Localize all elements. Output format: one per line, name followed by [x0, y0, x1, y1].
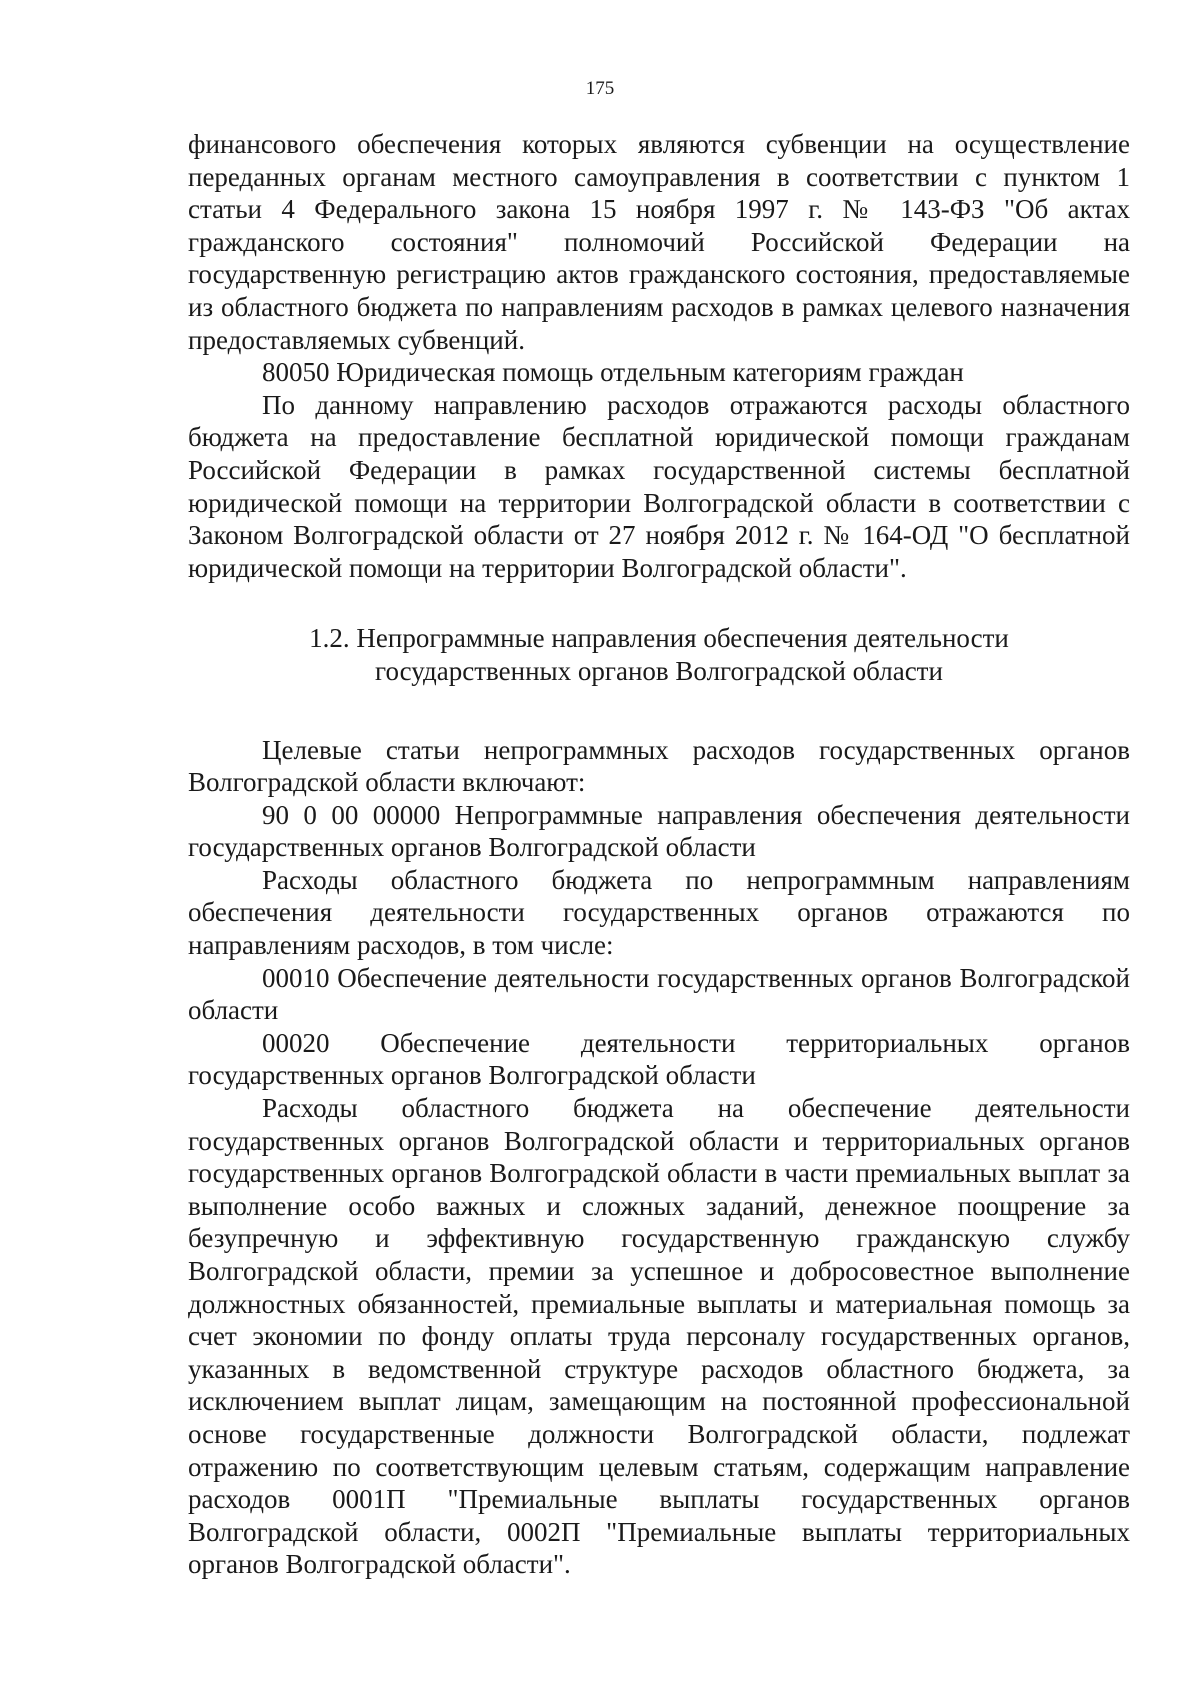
section-heading: [188, 622, 1130, 687]
page-number: 175: [585, 78, 615, 99]
paragraph-expenses-directions: Расходы областного бюджета по непрограммным направлениям обеспечения деятельности государственных органов отражаются по направлениям расходов, в том числе:: [188, 864, 1130, 961]
paragraph-subvention-continuation: финансового обеспечения которых являются субвенции на осуществление переданных органам местного самоуправления в соответствии с пунктом 1 статьи 4 Федерального закона 15 ноября 1997 г. № 143-ФЗ "Об актах гражданского состояния" полномочий Российской Федерации на государственную регистрацию актов гражданского состояния, предоставляемые из областного бюджета по направлениям расходов в рамках целевого назначения предоставляемых субвенций.: [188, 129, 1130, 355]
paragraph-target-articles: Целевые статьи непрограммных расходов государственных органов Волгоградской области включают:: [188, 734, 1130, 798]
paragraph-80050-title: 80050 Юридическая помощь отдельным категориям граждан: [262, 357, 964, 388]
paragraph-premium-payments: Расходы областного бюджета на обеспечение деятельности государственных органов Волгоградской области и территориальных органов государственных органов Волгоградской области в части премиальных выплат за выполнение особо важных и сложных заданий, денежное поощрение за безупречную и эффективную государственную гражданскую службу Волгоградской области, премии за успешное и добросовестное выполнение должностных обязанностей, премиальные выплаты и материальная помощь за счет экономии по фонду оплаты труда персоналу государственных органов, указанных в ведомственной структуре расходов областного бюджета, за исключением выплат лицам, замещающим на постоянной профессиональной основе государственные должности Волгоградской области, подлежат отражению по соответствующим целевым статьям, содержащим направление расходов 0001П "Премиальные выплаты государственных органов Волгоградской области, 0002П "Премиальные выплаты территориальных органов Волгоградской области".: [188, 1093, 1130, 1580]
paragraph-80050-description: По данному направлению расходов отражаются расходы областного бюджета на предоставление бесплатной юридической помощи гражданам Российской Федерации в рамках государственной системы бесплатной юридической помощи на территории Волгоградской области в соответствии с Законом Волгоградской области от 27 ноября 2012 г. № 164-ОД "О бесплатной юридической помощи на территории Волгоградской области".: [188, 389, 1130, 583]
section-heading-line-2: государственных органов Волгоградской области: [375, 655, 943, 686]
paragraph-90-0-00-00000: 90 0 00 00000 Непрограммные направления обеспечения деятельности государственных органов Волгоградской области: [188, 799, 1130, 863]
paragraph-00010: 00010 Обеспечение деятельности государственных органов Волгоградской области: [188, 962, 1130, 1026]
paragraph-00020: 00020 Обеспечение деятельности территориальных органов государственных органов Волгоградской области: [188, 1027, 1130, 1091]
section-heading-line-1: 1.2. Непрограммные направления обеспечения деятельности: [309, 623, 1009, 654]
document-body: [188, 128, 1130, 1581]
